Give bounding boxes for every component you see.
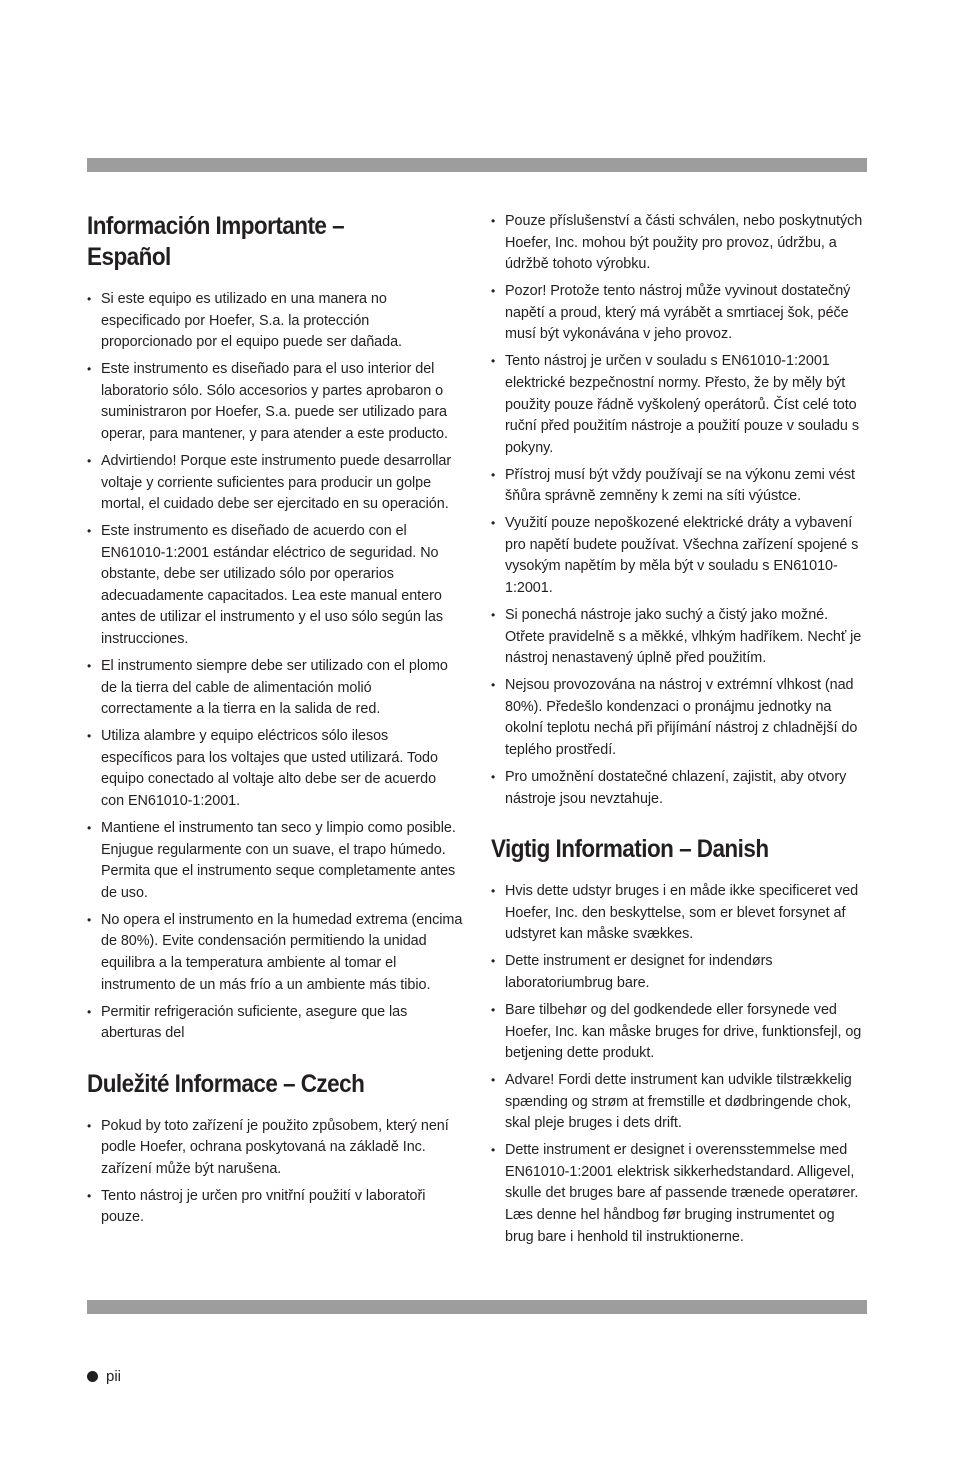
spanish-heading-line2: Español xyxy=(87,243,171,271)
list-item: • Advare! Fordi dette instrument kan udvikle tilstrækkelig spænding og strøm at fremstille et dødbringende chok, skal pleje bruges i dets drift. xyxy=(491,1070,867,1135)
list-item: • El instrumento siempre debe ser utilizado con el plomo de la tierra del cable de alimentación molió correctamente a la tierra en la salida de red. xyxy=(87,656,463,721)
spanish-section xyxy=(87,211,463,1045)
list-item: • Pozor! Protože tento nástroj může vyvinout dostatečný napětí a proud, který má vyrábět a smrtiacej šok, péče musí být vykonávána v jeho provoz. xyxy=(491,281,867,346)
list-item: • Si ponechá nástroje jako suchý a čistý jako možné. Otřete pravidelně s a měkké, vlhkým hadříkem. Nechť je nástroj nenastavený úplně před použitím. xyxy=(491,605,867,670)
list-item: • Tento nástroj je určen pro vnitřní použití v laboratoři pouze. xyxy=(87,1186,463,1229)
list-item: • Tento nástroj je určen v souladu s EN61010-1:2001 elektrické bezpečnostní normy. Přesto, že by měly být použity pouze řádně vyškolený operátorů. Číst celé toto ruční před použitím nástroje a použití pouze v souladu s pokyny. xyxy=(491,351,867,459)
top-divider-bar xyxy=(87,158,867,172)
list-item: • Advirtiendo! Porque este instrumento puede desarrollar voltaje y corriente suficientes para producir un golpe mortal, el cuidado debe ser ejercitado en su operación. xyxy=(87,451,463,516)
czech-heading: Duležité Informace – Czech xyxy=(87,1069,365,1098)
list-item: • Este instrumento es diseñado para el uso interior del laboratorio sólo. Sólo accesorios y partes aprobaron o suministraron por Hoefer, S.a. puede ser utilizado para operar, para mantener, y para atender a este producto. xyxy=(87,359,463,445)
czech-section xyxy=(87,1069,463,1229)
list-item: • Dette instrument er designet i overensstemmelse med EN61010-1:2001 elektrisk sikkerhedstandard. Alligevel, skulle det bruges bare af passende trænede operatører. Læs denne hel håndbog før bruging instrumentet og brug bare i henhold til instruktionerne. xyxy=(491,1140,867,1248)
list-item: • Utiliza alambre y equipo eléctricos sólo ilesos específicos para los voltajes que usted utilizará. Todo equipo conectado al voltaje alto debe ser de acuerdo con EN61010-1:2001. xyxy=(87,726,463,812)
list-item: • Bare tilbehør og del godkendede eller forsynede ved Hoefer, Inc. kan måske bruges for drive, funktionsfejl, og betjening dette produkt. xyxy=(491,1000,867,1065)
spanish-heading-line1: Información Importante – xyxy=(87,212,345,240)
list-item: • Pokud by toto zařízení je použito způsobem, který není podle Hoefer, ochrana poskytovaná na základě Inc. zařízení může být narušena. xyxy=(87,1116,463,1181)
list-item: • Este instrumento es diseñado de acuerdo con el EN61010-1:2001 estándar eléctrico de seguridad. No obstante, debe ser utilizado sólo por operarios adecuadamente capacitados. Lea este manual entero antes de utilizar el instrumento y el uso sólo según las instrucciones. xyxy=(87,521,463,651)
danish-bullet-list xyxy=(491,881,867,1248)
list-item: • Pouze příslušenství a části schválen, nebo poskytnutých Hoefer, Inc. mohou být použity pro provoz, údržbu, a údržbě tohoto výrobku. xyxy=(491,211,867,276)
bullet-dot-icon xyxy=(87,1371,98,1382)
list-item: • Nejsou provozována na nástroj v extrémní vlhkost (nad 80%). Předešlo kondenzaci o pronájmu jednotky na okolní teplotu nechá při přijímání nástroj z chladnější do teplého prostředí. xyxy=(491,675,867,761)
list-item: • Dette instrument er designet for indendørs laboratoriumbrug bare. xyxy=(491,951,867,994)
list-item: • Využití pouze nepoškozené elektrické dráty a vybavení pro napětí budete používat. Všechna zařízení spojené s vysokým napětím by měla být v souladu s EN61010-1:2001. xyxy=(491,513,867,599)
list-item: • Si este equipo es utilizado en una manera no especificado por Hoefer, S.a. la protección proporcionado por el equipo puede ser dañada. xyxy=(87,289,463,354)
page-number: pii xyxy=(106,1368,122,1385)
list-item: • Mantiene el instrumento tan seco y limpio como posible. Enjugue regularmente con un suave, el trapo húmedo. Permita que el instrumento seque completamente antes de uso. xyxy=(87,818,463,904)
right-column xyxy=(491,211,867,1254)
list-item: • Permitir refrigeración suficiente, asegure que las aberturas del xyxy=(87,1002,463,1045)
list-item: • Pro umožnění dostatečné chlazení, zajistit, aby otvory nástroje jsou nevztahuje. xyxy=(491,767,867,810)
bottom-divider-bar xyxy=(87,1300,867,1314)
danish-section xyxy=(491,834,867,1248)
czech-bullet-list xyxy=(87,1116,463,1229)
danish-heading: Vigtig Information – Danish xyxy=(491,835,769,864)
list-item: • Přístroj musí být vždy používají se na výkonu zemi vést šňůra správně zemněny k zemi na síti výústce. xyxy=(491,465,867,508)
spanish-heading xyxy=(87,211,425,273)
page-footer xyxy=(87,1368,121,1385)
czech-continued-bullet-list xyxy=(491,211,867,810)
czech-continued-section xyxy=(491,211,867,810)
left-column xyxy=(87,211,463,1234)
list-item: • No opera el instrumento en la humedad extrema (encima de 80%). Evite condensación permitiendo la unidad equilibra a la temperatura ambiente al tomar el instrumento de un más frío a un ambiente más tibio. xyxy=(87,910,463,996)
spanish-bullet-list xyxy=(87,289,463,1045)
list-item: • Hvis dette udstyr bruges i en måde ikke specificeret ved Hoefer, Inc. den beskyttelse, som er blevet forsynet af udstyret kan måske svækkes. xyxy=(491,881,867,946)
